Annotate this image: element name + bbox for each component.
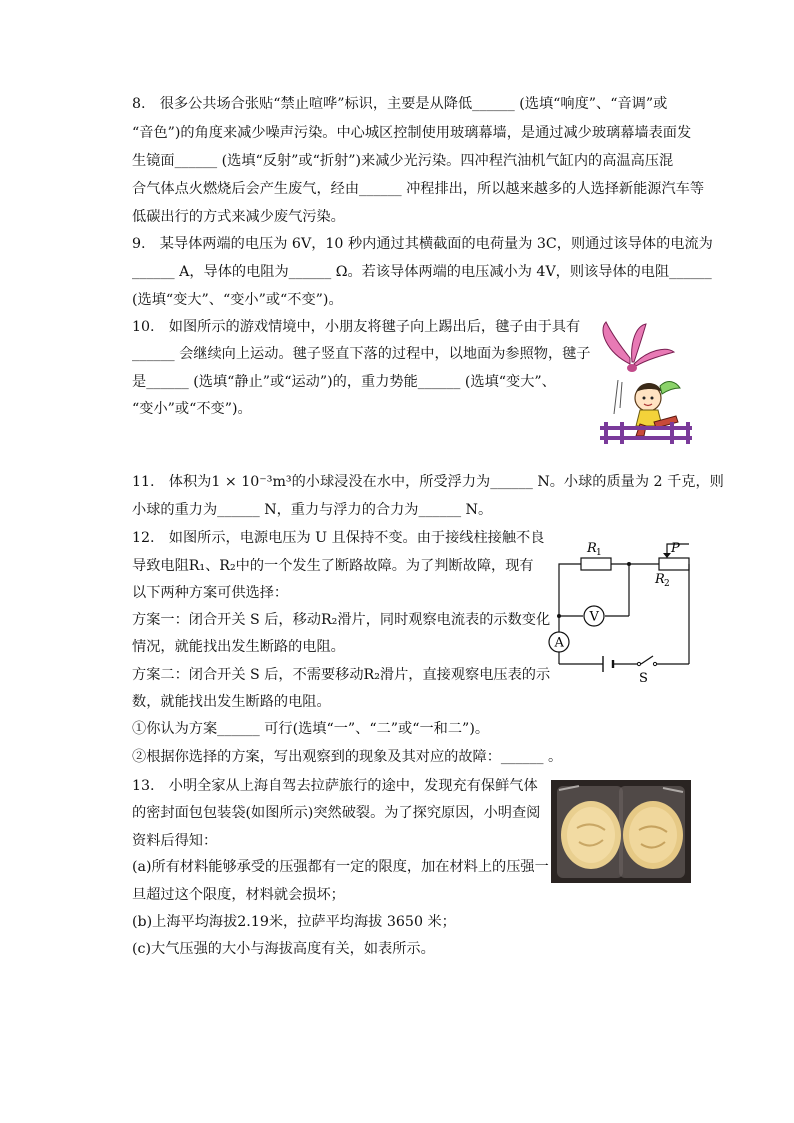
q12-line-8: ①你认为方案______ 可行(选填“一”、“二”或“一和二”)。 <box>132 721 490 737</box>
q13-line-4: (a)所有材料能够承受的压强都有一定的限度，加在材料上的压强一 <box>132 859 549 875</box>
q8-line-1: 8. 很多公共场合张贴“禁止喧哗”标识，主要是从降低______ (选填“响度”、“音调”或 <box>132 96 668 112</box>
q13-line-7: (c)大气压强的大小与海拔高度有关，如表所示。 <box>132 941 435 957</box>
q12-line-7: 数，就能找出发生断路的电阻。 <box>132 694 331 710</box>
q8-line-5: 低碳出行的方式来减少废气污染。 <box>132 209 345 225</box>
voltmeter-label: V <box>589 609 599 625</box>
q12-line-6: 方案二：闭合开关 S 后，不需要移动R₂滑片，直接观察电压表的示 <box>132 667 551 683</box>
q9-line-3: (选填“变大”、“变小”或“不变”)。 <box>132 292 343 308</box>
r2-label: R <box>655 572 665 587</box>
slider-p-label: P <box>671 541 680 556</box>
q11-line-2: 小球的重力为______ N，重力与浮力的合力为______ N。 <box>132 502 493 518</box>
q12-line-9: ②根据你选择的方案，写出观察到的现象及其对应的故障：______ 。 <box>132 749 563 765</box>
q10-line-1: 10. 如图所示的游戏情境中，小朋友将毽子向上踢出后，毽子由于具有 <box>132 319 581 335</box>
q9-line-2: ______ A，导体的电阻为______ Ω。若该导体两端的电压减小为 4V，则该导体的电阻______ <box>132 264 712 280</box>
switch-s-label: S <box>639 671 648 686</box>
q8-line-2: “音色”)的角度来减少噪声污染。中心城区控制使用玻璃幕墙，是通过减少玻璃幕墙表面发 <box>132 125 692 141</box>
q12-line-1: 12. 如图所示，电源电压为 U 且保持不变。由于接线柱接触不良 <box>132 530 545 546</box>
q13-line-1: 13. 小明全家从上海自驾去拉萨旅行的途中，发现充有保鲜气体 <box>132 778 538 794</box>
bread-package-photo <box>551 780 691 883</box>
q10-line-4: “变小”或“不变”)。 <box>132 401 252 417</box>
q8-line-4: 合气体点火燃烧后会产生废气，经由______ 冲程排出，所以越来越多的人选择新能源汽车等 <box>132 181 705 197</box>
r1-label: R <box>587 541 597 556</box>
q12-line-4: 方案一：闭合开关 S 后，移动R₂滑片，同时观察电流表的示数变化 <box>132 612 551 628</box>
r1-subscript: 1 <box>596 548 602 558</box>
q12-line-5: 情况，就能找出发生断路的电阻。 <box>132 639 345 655</box>
q10-line-2: ______ 会继续向上运动。毽子竖直下落的过程中，以地面为参照物，毽子 <box>132 346 591 362</box>
q12-line-3: 以下两种方案可供选择： <box>132 585 289 601</box>
q13-line-2: 的密封面包包装袋(如图所示)突然破裂。为了探究原因，小明查阅 <box>132 805 541 821</box>
q13-line-6: (b)上海平均海拔2.19米，拉萨平均海拔 3650 米； <box>132 914 456 930</box>
q13-line-5: 旦超过这个限度，材料就会损坏； <box>132 887 345 903</box>
q10-line-3: 是______ (选填“静止”或“运动”)的，重力势能______ (选填“变大”、 <box>132 374 556 390</box>
q13-line-3: 资料后得知： <box>132 833 218 849</box>
ammeter-label: A <box>554 635 564 651</box>
r2-subscript: 2 <box>664 579 670 589</box>
q11-line-1: 11. 体积为1 × 10⁻³m³的小球浸没在水中，所受浮力为______ N。小球的质量为 2 千克，则 <box>132 474 724 490</box>
q8-line-3: 生镜面______ (选填“反射”或“折射”)来减少光污染。四冲程汽油机气缸内的高温高压混 <box>132 153 674 169</box>
circuit-diagram <box>545 536 695 688</box>
shuttlecock-kid-illustration <box>596 318 694 444</box>
q9-line-1: 9. 某导体两端的电压为 6V，10 秒内通过其横截面的电荷量为 3C，则通过该导体的电流为 <box>132 236 713 252</box>
q12-line-2: 导致电阻R₁、R₂中的一个发生了断路故障。为了判断故障，现有 <box>132 558 534 574</box>
